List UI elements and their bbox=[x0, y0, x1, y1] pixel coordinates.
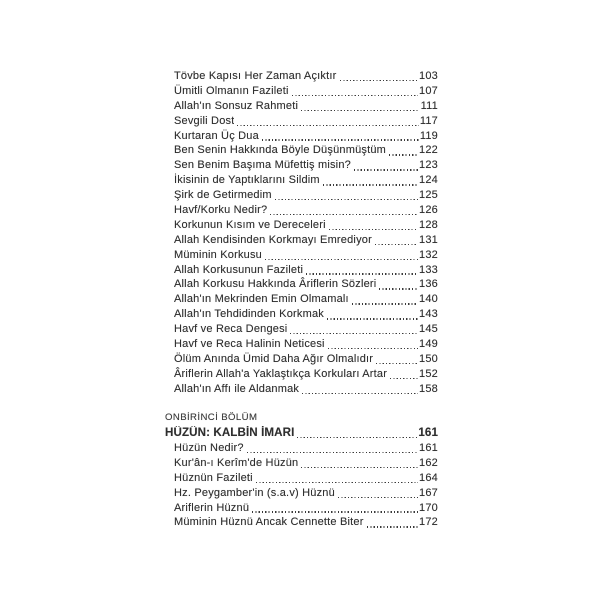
toc-entry-page-number: 170 bbox=[419, 501, 438, 514]
toc-entry bbox=[165, 352, 438, 367]
toc-entry bbox=[165, 441, 438, 456]
toc-entry-title: Ölüm Anında Ümid Daha Ağır Olmalıdır bbox=[174, 352, 374, 365]
toc-entry bbox=[165, 203, 438, 218]
dot-leader bbox=[376, 363, 418, 364]
dot-leader bbox=[323, 184, 418, 185]
dot-leader bbox=[340, 80, 419, 81]
toc-entry-page-number: 107 bbox=[419, 84, 438, 97]
toc-entry bbox=[165, 188, 438, 203]
toc-entry-title: Âriflerin Allah'a Yaklaştıkça Korkuları Artar bbox=[174, 367, 388, 380]
dot-leader bbox=[292, 95, 418, 96]
toc-entry bbox=[165, 99, 438, 114]
toc-entry-title: Hüzün Nedir? bbox=[174, 441, 244, 454]
toc-entry-page-number: 124 bbox=[419, 174, 438, 187]
dot-leader bbox=[247, 452, 418, 453]
toc-entry-title: Havf ve Reca Halinin Neticesi bbox=[174, 338, 325, 351]
toc-entry bbox=[165, 367, 438, 382]
toc-list-part1 bbox=[165, 69, 438, 397]
dot-leader bbox=[290, 333, 418, 334]
dot-leader bbox=[270, 214, 418, 215]
toc-entry-page-number: 133 bbox=[419, 263, 438, 276]
toc-entry bbox=[165, 456, 438, 471]
dot-leader bbox=[354, 169, 418, 170]
toc-entry-title: Kur'ân-ı Kerîm'de Hüzün bbox=[174, 456, 299, 469]
toc-entry-title: Şirk de Getirmedim bbox=[174, 189, 272, 202]
toc-entry-title: Hüznün Fazileti bbox=[174, 471, 253, 484]
toc-entry bbox=[165, 486, 438, 501]
dot-leader bbox=[367, 526, 418, 527]
toc-entry-page-number: 126 bbox=[419, 204, 438, 217]
dot-leader bbox=[262, 139, 419, 140]
toc-entry bbox=[165, 292, 438, 307]
dot-leader bbox=[329, 229, 418, 230]
dot-leader bbox=[327, 318, 418, 319]
toc-entry-title: Sevgili Dost bbox=[174, 114, 235, 127]
dot-leader bbox=[338, 497, 418, 498]
dot-leader bbox=[306, 273, 418, 274]
toc-entry bbox=[165, 515, 438, 530]
toc-entry-title: Havf ve Reca Dengesi bbox=[174, 323, 288, 336]
toc-entry-page-number: 172 bbox=[419, 516, 438, 529]
toc-entry bbox=[165, 277, 438, 292]
toc-entry bbox=[165, 322, 438, 337]
toc-entry-title: Müminin Hüznü Ancak Cennette Biter bbox=[174, 516, 364, 529]
toc-entry bbox=[165, 69, 438, 84]
toc-entry-page-number: 145 bbox=[419, 323, 438, 336]
dot-leader bbox=[375, 244, 418, 245]
toc-entry-title: Hz. Peygamber'in (s.a.v) Hüznü bbox=[174, 486, 335, 499]
toc-entry-page-number: 125 bbox=[419, 189, 438, 202]
dot-leader bbox=[237, 125, 418, 126]
dot-leader bbox=[297, 437, 417, 438]
toc-entry bbox=[165, 114, 438, 129]
toc-entry-title: Allah Kendisinden Korkmayı Emrediyor bbox=[174, 233, 372, 246]
toc-entry-page-number: 152 bbox=[419, 367, 438, 380]
dot-leader bbox=[352, 303, 418, 304]
toc-entry-page-number: 140 bbox=[419, 293, 438, 306]
dot-leader bbox=[302, 393, 418, 394]
toc-entry-title: Allah'ın Tehdidinden Korkmak bbox=[174, 308, 324, 321]
toc-entry bbox=[165, 158, 438, 173]
toc-entry bbox=[165, 307, 438, 322]
toc-entry bbox=[165, 501, 438, 516]
toc-entry-page-number: 161 bbox=[419, 441, 438, 454]
chapter-title: HÜZÜN: KALBİN İMARI bbox=[165, 426, 295, 440]
toc-entry-page-number: 150 bbox=[419, 352, 438, 365]
dot-leader bbox=[256, 482, 418, 483]
toc-entry-title: Kurtaran Üç Dua bbox=[174, 129, 259, 142]
chapter-page-number: 161 bbox=[418, 426, 438, 440]
toc-entry-title: Allah'ın Mekrinden Emin Olmamalı bbox=[174, 293, 349, 306]
toc-entry-page-number: 117 bbox=[419, 114, 438, 127]
chapter-title-entry bbox=[165, 426, 438, 441]
toc-entry-title: İkisinin de Yaptıklarını Sildim bbox=[174, 174, 320, 187]
toc-entry-page-number: 158 bbox=[419, 382, 438, 395]
toc-entry-title: Ariflerin Hüznü bbox=[174, 501, 250, 514]
toc-entry bbox=[165, 233, 438, 248]
toc-entry bbox=[165, 337, 438, 352]
toc-entry-title: Ümitli Olmanın Fazileti bbox=[174, 84, 289, 97]
toc-entry-page-number: 136 bbox=[419, 278, 438, 291]
section-label: ONBİRİNCİ BÖLÜM bbox=[165, 412, 258, 424]
toc-entry-page-number: 111 bbox=[420, 99, 438, 112]
toc-entry-page-number: 122 bbox=[419, 144, 438, 157]
toc-entry-page-number: 149 bbox=[419, 338, 438, 351]
toc-entry-page-number: 132 bbox=[419, 248, 438, 261]
toc-entry-page-number: 164 bbox=[419, 471, 438, 484]
toc-entry-title: Müminin Korkusu bbox=[174, 248, 262, 261]
toc-entry-title: Tövbe Kapısı Her Zaman Açıktır bbox=[174, 70, 337, 82]
toc-entry-title: Havf/Korku Nedir? bbox=[174, 204, 268, 217]
toc-entry-page-number: 131 bbox=[419, 233, 438, 246]
toc-entry-page-number: 103 bbox=[419, 70, 438, 82]
toc-entry bbox=[165, 129, 438, 144]
toc-entry bbox=[165, 218, 438, 233]
dot-leader bbox=[390, 378, 418, 379]
toc-entry-title: Allah Korkusunun Fazileti bbox=[174, 263, 304, 276]
dot-leader bbox=[275, 199, 418, 200]
toc-entry-title: Allah'ın Affı ile Aldanmak bbox=[174, 382, 300, 395]
dot-leader bbox=[301, 467, 418, 468]
toc-entry bbox=[165, 382, 438, 397]
dot-leader bbox=[328, 348, 418, 349]
dot-leader bbox=[252, 511, 418, 512]
toc-entry bbox=[165, 143, 438, 158]
dot-leader bbox=[301, 110, 420, 111]
dot-leader bbox=[379, 288, 418, 289]
toc-entry-page-number: 128 bbox=[419, 218, 438, 231]
toc-entry-page-number: 123 bbox=[419, 159, 438, 172]
toc-list-part2 bbox=[165, 441, 438, 530]
toc-entry-title: Sen Benim Başıma Müfettiş misin? bbox=[174, 159, 351, 172]
toc-entry bbox=[165, 471, 438, 486]
toc-entry bbox=[165, 84, 438, 99]
toc-entry-title: Korkunun Kısım ve Dereceleri bbox=[174, 218, 326, 231]
dot-leader bbox=[265, 259, 418, 260]
toc-entry-page-number: 162 bbox=[419, 456, 438, 469]
toc-entry-title: Allah Korkusu Hakkında Âriflerin Sözleri bbox=[174, 278, 377, 291]
toc-entry bbox=[165, 248, 438, 263]
dot-leader bbox=[389, 154, 418, 155]
toc-entry-page-number: 167 bbox=[419, 486, 438, 499]
toc-entry bbox=[165, 173, 438, 188]
toc-entry-title: Allah'ın Sonsuz Rahmeti bbox=[174, 99, 299, 112]
toc-entry-page-number: 143 bbox=[419, 308, 438, 321]
toc-entry bbox=[165, 263, 438, 278]
toc-entry-page-number: 119 bbox=[419, 129, 438, 142]
toc-entry-title: Ben Senin Hakkında Böyle Düşünmüştüm bbox=[174, 144, 387, 157]
table-of-contents bbox=[165, 69, 438, 530]
